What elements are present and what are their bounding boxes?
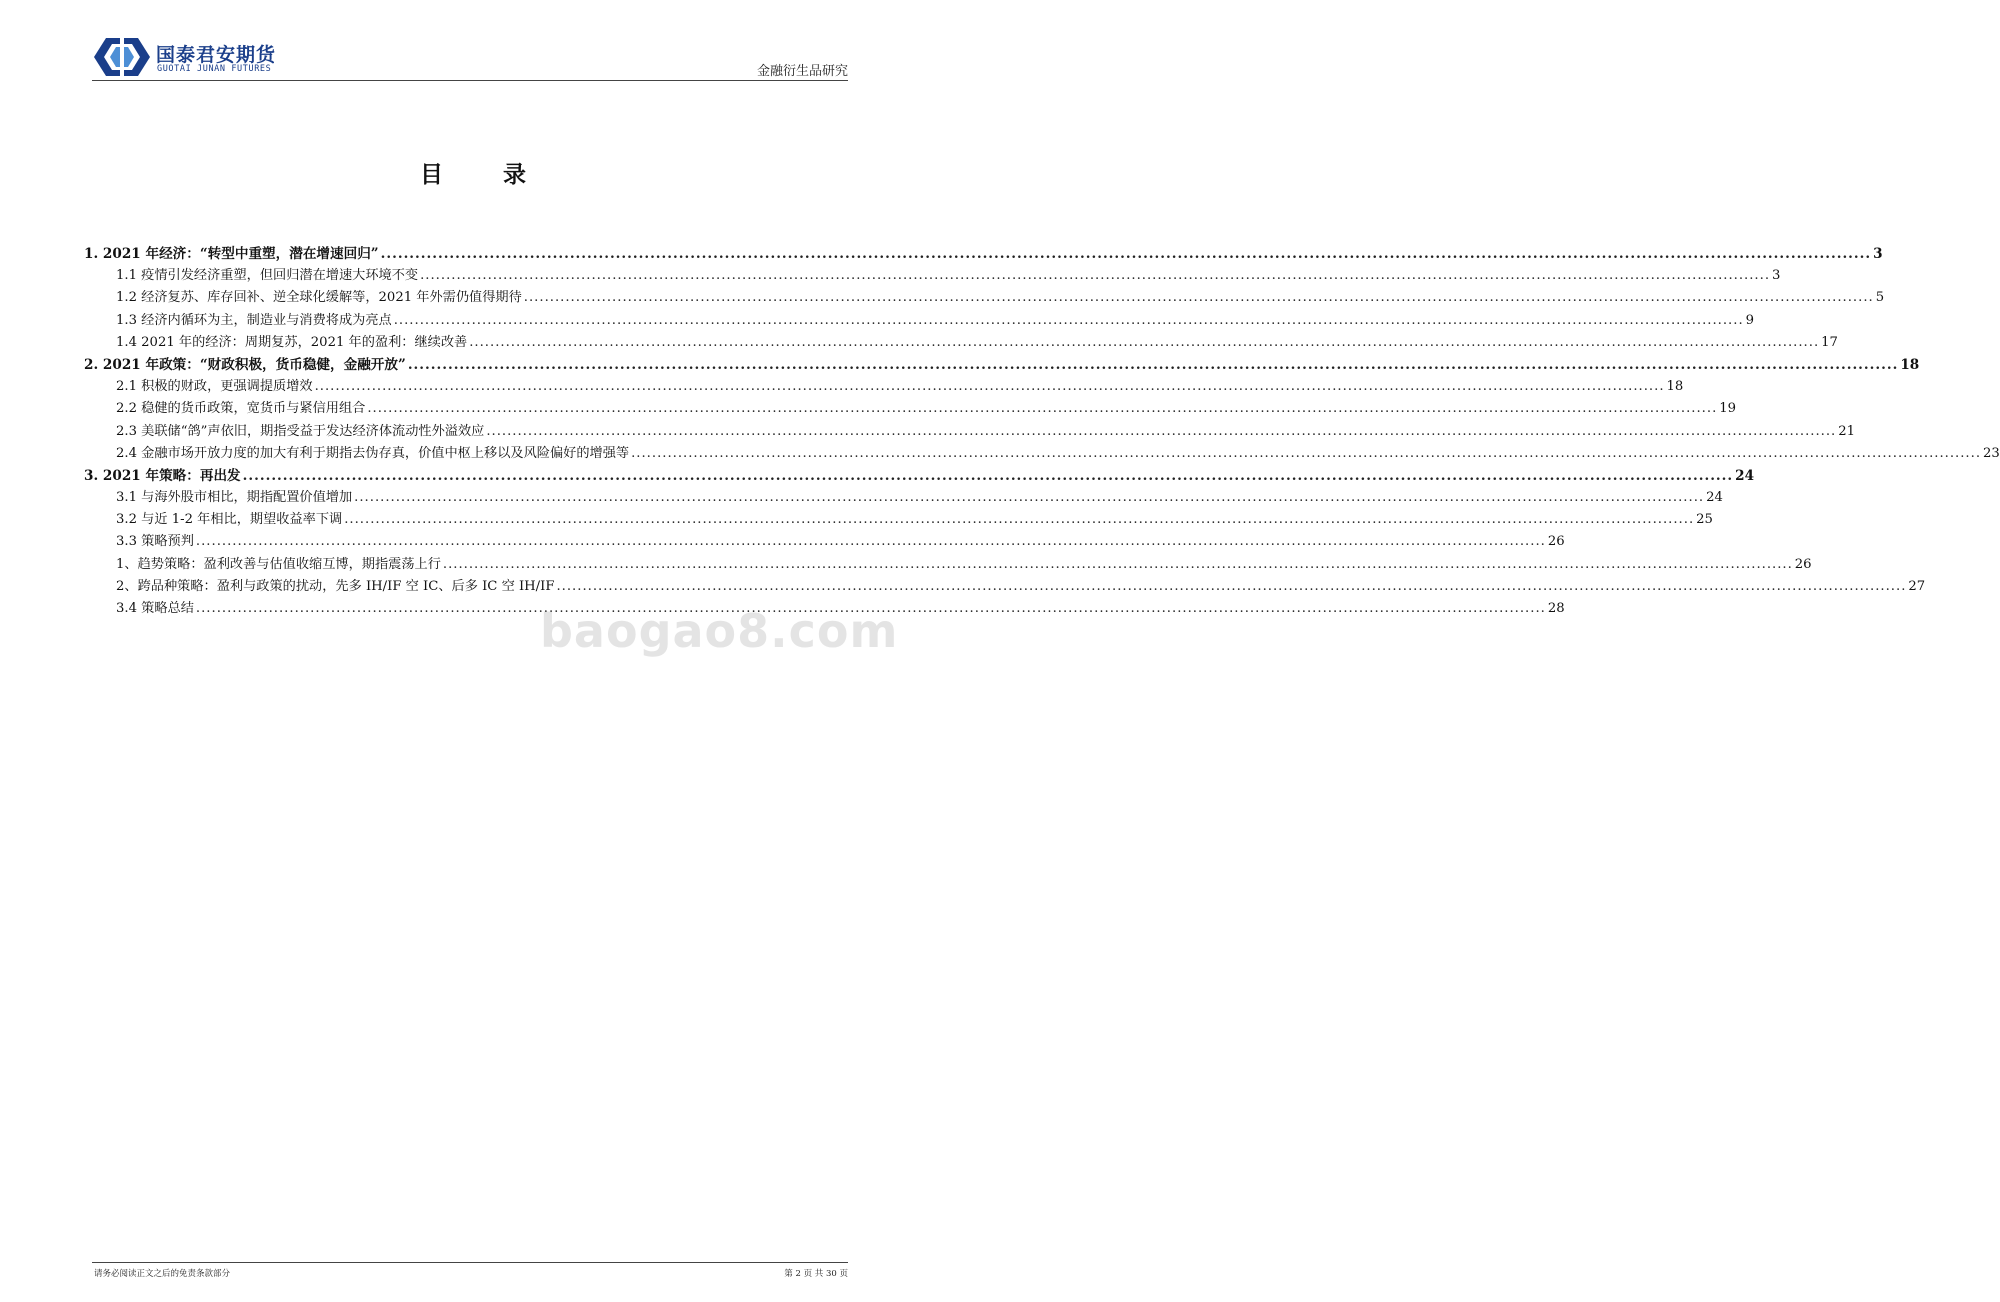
toc-entry-page: 17 [1821, 334, 1838, 350]
toc-entry[interactable] [84, 354, 1920, 376]
toc-entry-page: 18 [1900, 356, 1920, 373]
toc-entry-page: 28 [1547, 601, 1565, 616]
toc-leader-dots: .................................................................................................................................................................................................................................................................... [556, 578, 1907, 594]
toc-leader-dots: .................................................................................................................................................................................................................................................................... [442, 556, 1793, 572]
toc-entry[interactable] [84, 509, 1713, 531]
page-header [92, 36, 848, 82]
toc-leader-dots: .................................................................................................................................................................................................................................................................... [367, 401, 1718, 417]
toc-entry[interactable] [84, 554, 1812, 576]
toc-entry[interactable] [84, 576, 1926, 598]
footer-disclaimer: 请务必阅读正文之后的免责条款部分 [94, 1269, 231, 1279]
brand-name-cn: 国泰君安期货 [156, 44, 277, 66]
toc-entry[interactable] [84, 287, 1885, 309]
toc-entry-page: 3 [1772, 268, 1781, 284]
toc-entry[interactable] [84, 243, 1883, 265]
watermark: baogao8.com [540, 604, 899, 658]
toc-entry[interactable] [84, 376, 1684, 398]
toc-entry-page: 9 [1745, 312, 1755, 328]
toc-leader-dots: .................................................................................................................................................................................................................................................................... [486, 423, 1837, 439]
toc-entry-page: 3 [1873, 246, 1883, 262]
company-logo-icon [92, 36, 152, 78]
toc-entry-label: 2.4 金融市场开放力度的加大有利于期指去伪存真，价值中枢上移以及风险偏好的增强等 [116, 445, 630, 461]
toc-leader-dots: .................................................................................................................................................................................................................................................................... [314, 379, 1665, 395]
toc-entry-label: 2.1 积极的财政，更强调提质增效 [116, 379, 313, 395]
toc-leader-dots: .................................................................................................................................................................................................................................................................... [469, 334, 1820, 350]
table-of-contents [84, 243, 2000, 620]
toc-entry-page: 5 [1875, 290, 1885, 306]
toc-leader-dots: .................................................................................................................................................................................................................................................................... [380, 246, 1872, 262]
toc-entry-label: 2.2 稳健的货币政策，宽货币与紧信用组合 [116, 401, 366, 417]
toc-entry-label: 3. 2021 年策略：再出发 [84, 467, 241, 484]
toc-entry-page: 24 [1735, 467, 1755, 484]
toc-entry-label: 3.4 策略总结 [116, 601, 194, 616]
footer-divider [92, 1262, 848, 1263]
toc-entry-label: 3.2 与近 1-2 年相比，期望收益率下调 [116, 512, 343, 528]
toc-leader-dots: .................................................................................................................................................................................................................................................................... [195, 534, 1546, 550]
toc-leader-dots: .................................................................................................................................................................................................................................................................... [195, 601, 1546, 616]
page-title: 目 录 [419, 162, 552, 188]
toc-entry-page: 19 [1719, 401, 1737, 417]
toc-entry-label: 3.1 与海外股市相比，期指配置价值增加 [116, 490, 353, 506]
toc-leader-dots: .................................................................................................................................................................................................................................................................... [407, 356, 1899, 373]
toc-entry-page: 26 [1794, 556, 1812, 572]
toc-entry-page: 26 [1547, 534, 1565, 550]
toc-entry[interactable] [84, 398, 1737, 420]
toc-entry-label: 2.3 美联储“鸽”声依旧，期指受益于发达经济体流动性外溢效应 [116, 423, 485, 439]
toc-leader-dots: .................................................................................................................................................................................................................................................................... [354, 490, 1705, 506]
toc-entry[interactable] [84, 421, 1856, 443]
toc-entry-label: 3.3 策略预判 [116, 534, 194, 550]
toc-leader-dots: .................................................................................................................................................................................................................................................................... [344, 512, 1695, 528]
toc-entry[interactable] [84, 531, 1565, 553]
toc-entry-label: 1. 2021 年经济：“转型中重塑，潜在增速回归” [84, 246, 379, 262]
brand-name-en: GUOTAI JUNAN FUTURES [157, 64, 272, 74]
toc-entry-label: 1.4 2021 年的经济：周期复苏，2021 年的盈利：继续改善 [116, 334, 468, 350]
toc-entry-label: 1、趋势策略：盈利改善与估值收缩互博，期指震荡上行 [116, 556, 441, 572]
report-section-label: 金融衍生品研究 [756, 64, 848, 79]
toc-entry-label: 1.3 经济内循环为主，制造业与消费将成为亮点 [116, 312, 392, 328]
toc-entry-page: 24 [1706, 490, 1723, 506]
toc-entry-page: 25 [1696, 512, 1713, 528]
header-divider [92, 80, 848, 81]
toc-entry[interactable] [84, 332, 1838, 354]
toc-entry-page: 23 [1983, 445, 2000, 461]
toc-entry[interactable] [84, 443, 2000, 465]
toc-entry-label: 1.1 疫情引发经济重塑，但回归潜在增速大环境不变 [116, 268, 419, 284]
toc-leader-dots: .................................................................................................................................................................................................................................................................... [420, 268, 1771, 284]
toc-leader-dots: .................................................................................................................................................................................................................................................................... [393, 312, 1744, 328]
toc-entry[interactable] [84, 265, 1781, 287]
footer-page-info: 第 2 页 共 30 页 [784, 1269, 848, 1279]
toc-entry-page: 18 [1666, 379, 1684, 395]
toc-entry-label: 2. 2021 年政策：“财政积极，货币稳健，金融开放” [84, 356, 406, 373]
toc-leader-dots: .................................................................................................................................................................................................................................................................... [242, 467, 1734, 484]
toc-entry[interactable] [84, 487, 1723, 509]
toc-leader-dots: .................................................................................................................................................................................................................................................................... [523, 290, 1874, 306]
toc-entry-label: 1.2 经济复苏、库存回补、逆全球化缓解等，2021 年外需仍值得期待 [116, 290, 522, 306]
toc-entry-page: 21 [1838, 423, 1856, 439]
toc-leader-dots: .................................................................................................................................................................................................................................................................... [631, 445, 1982, 461]
toc-entry-page: 27 [1908, 578, 1926, 594]
toc-entry[interactable] [84, 465, 1755, 487]
toc-entry-label: 2、跨品种策略：盈利与政策的扰动，先多 IH/IF 空 IC、后多 IC 空 IH/IF [116, 578, 555, 594]
toc-entry[interactable] [84, 310, 1755, 332]
